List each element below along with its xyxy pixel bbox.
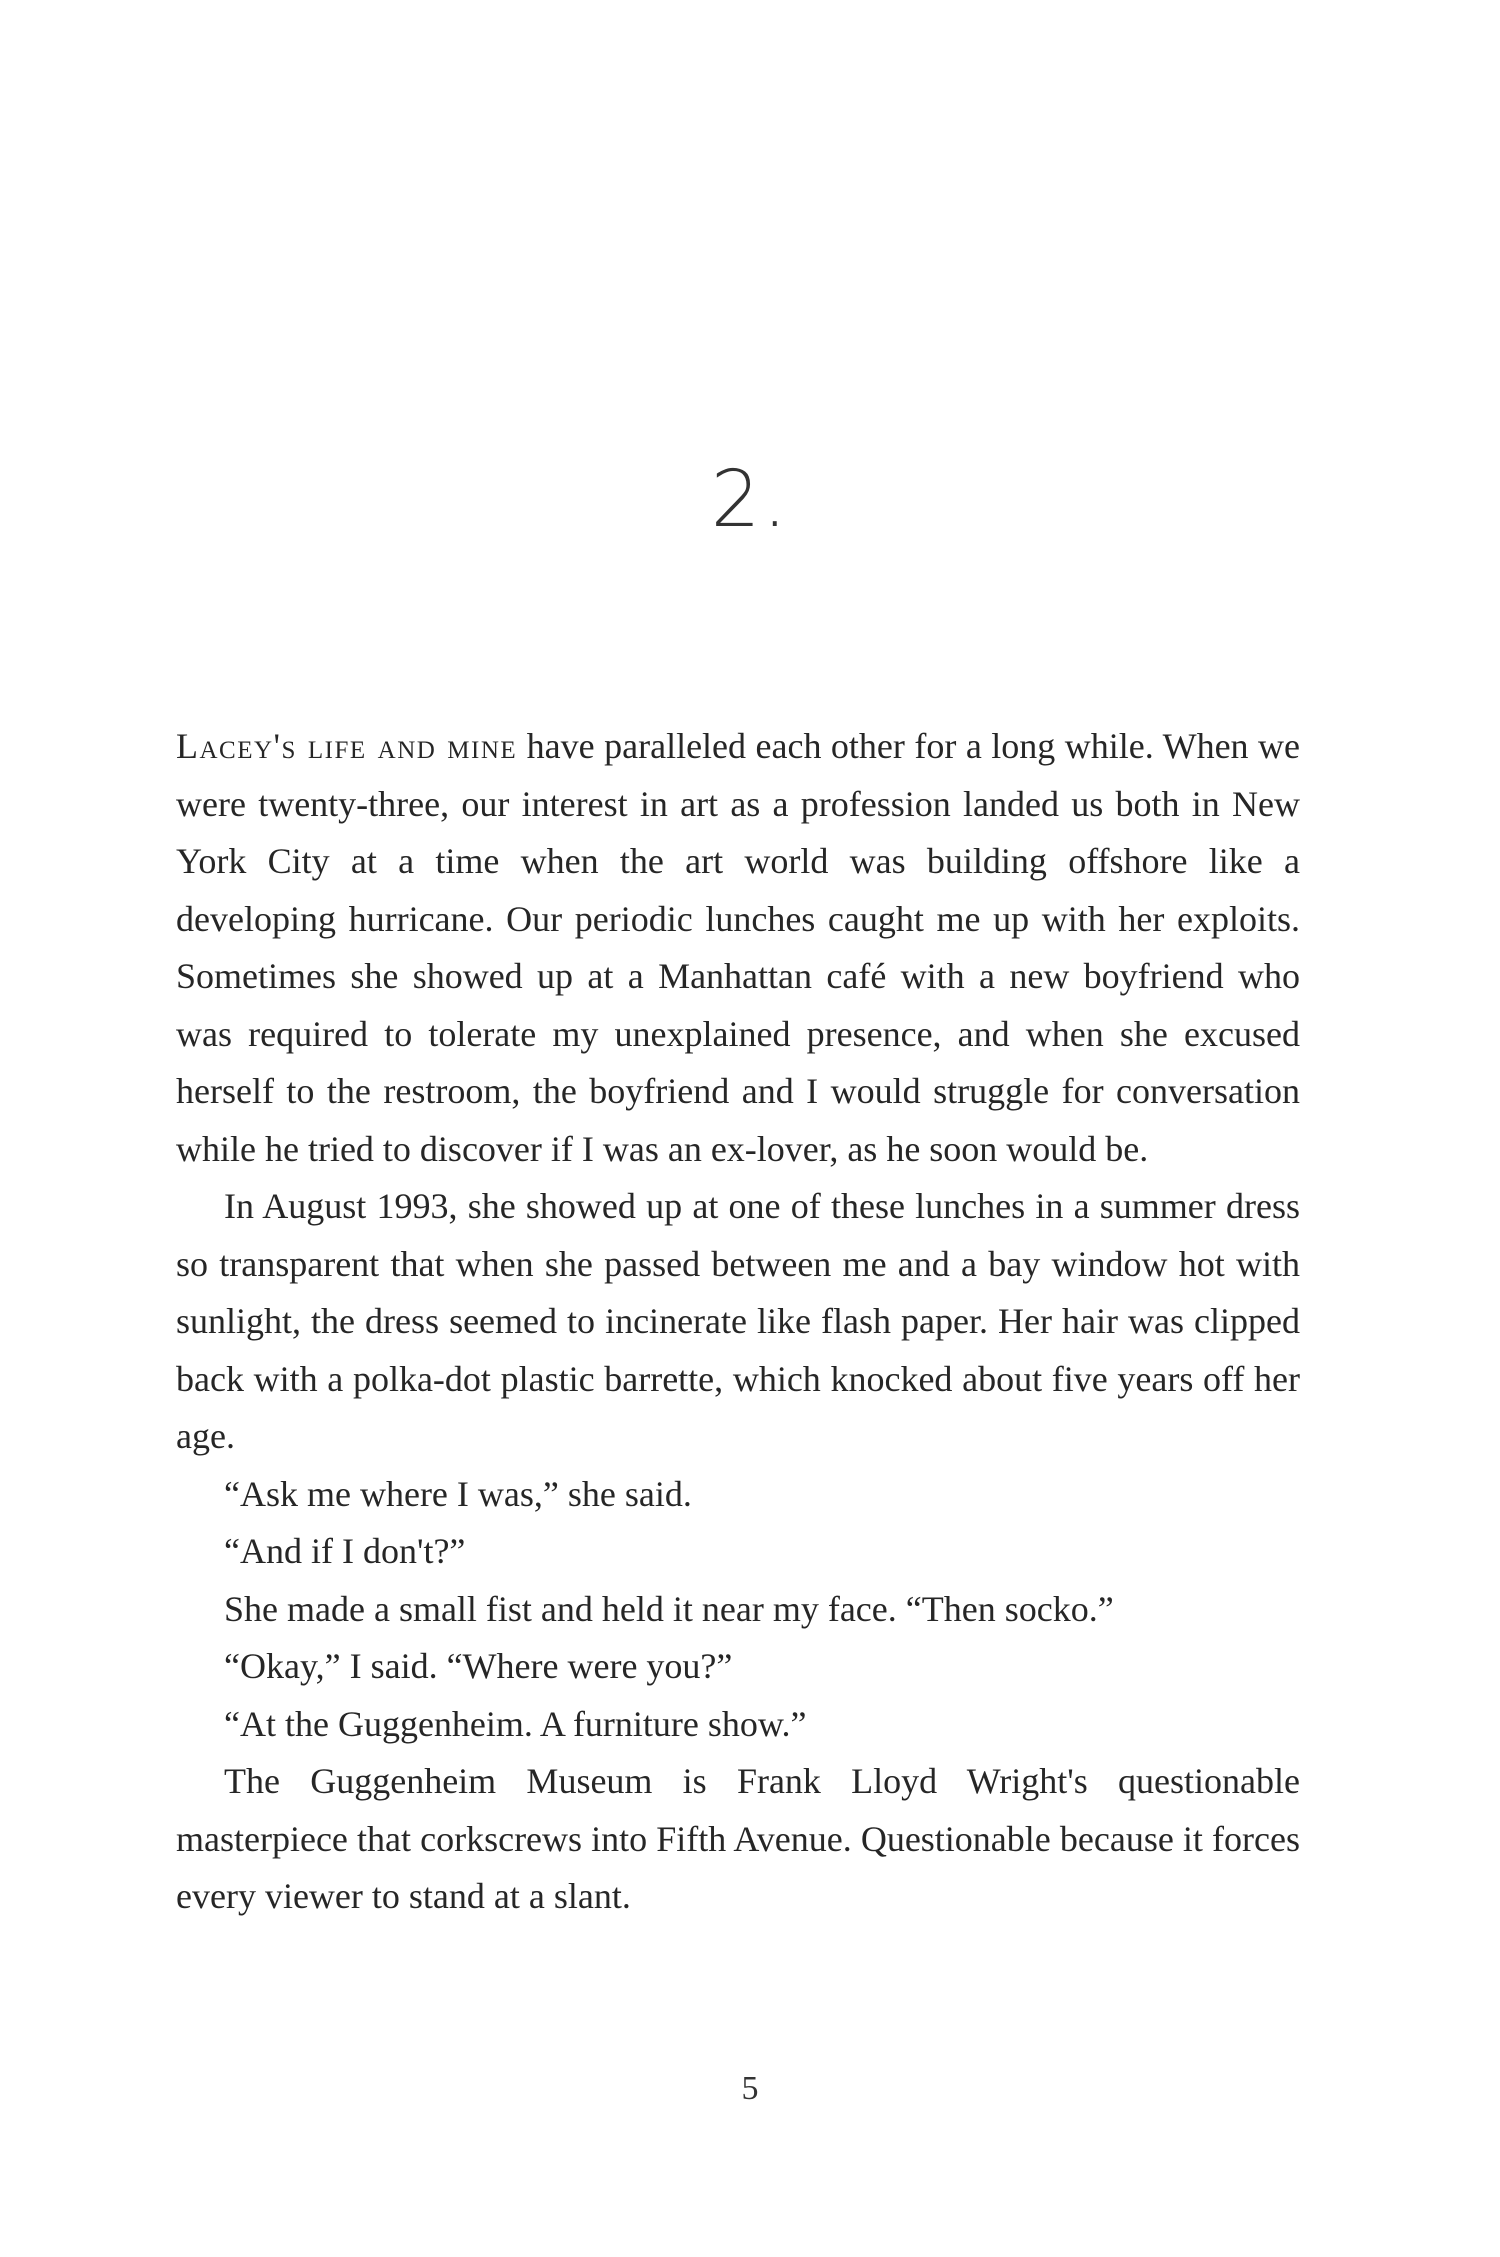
paragraph-lead-in: Lacey's life and mine <box>176 726 518 766</box>
chapter-number: 2. <box>710 455 790 545</box>
paragraph: The Guggenheim Museum is Frank Lloyd Wright's questionable masterpiece that corkscrews into Fifth Avenue. Questionable because it forces every viewer to stand at a slant. <box>176 1761 1300 1916</box>
dialogue-line: “Okay,” I said. “Where were you?” <box>224 1646 733 1686</box>
paragraph-text: have paralleled each other for a long while. When we were twenty-three, our interest in art as a profession landed us both in New York City at a time when the art world was building offshore like a developing hurricane. Our periodic lunches caught me up with her exploits. Sometimes she showed up at a Manhattan café with a new boyfriend who was required to tolerate my unexplained presence, and when she excused herself to the restroom, the boyfriend and I would struggle for conversation while he tried to discover if I was an ex-lover, as he soon would be. <box>176 726 1301 1169</box>
dialogue-line: “Ask me where I was,” she said. <box>224 1473 692 1514</box>
paragraph: In August 1993, she showed up at one of these lunches in a summer dress so transparent that when she passed between me and a bay window hot with sunlight, the dress seemed to incinerate like flash paper. Her hair was clipped back with a polka-dot plastic barrette, which knocked about five years off her age. <box>176 1186 1300 1456</box>
dialogue-line: She made a small fist and held it near my face. “Then socko.” <box>224 1588 1114 1629</box>
dialogue-line: “At the Guggenheim. A furniture show.” <box>224 1703 807 1744</box>
paragraph <box>176 718 1300 1178</box>
page-number: 5 <box>741 2070 759 2107</box>
dialogue-line: “And if I don't?” <box>224 1531 466 1571</box>
chapter-body <box>176 718 1300 1926</box>
